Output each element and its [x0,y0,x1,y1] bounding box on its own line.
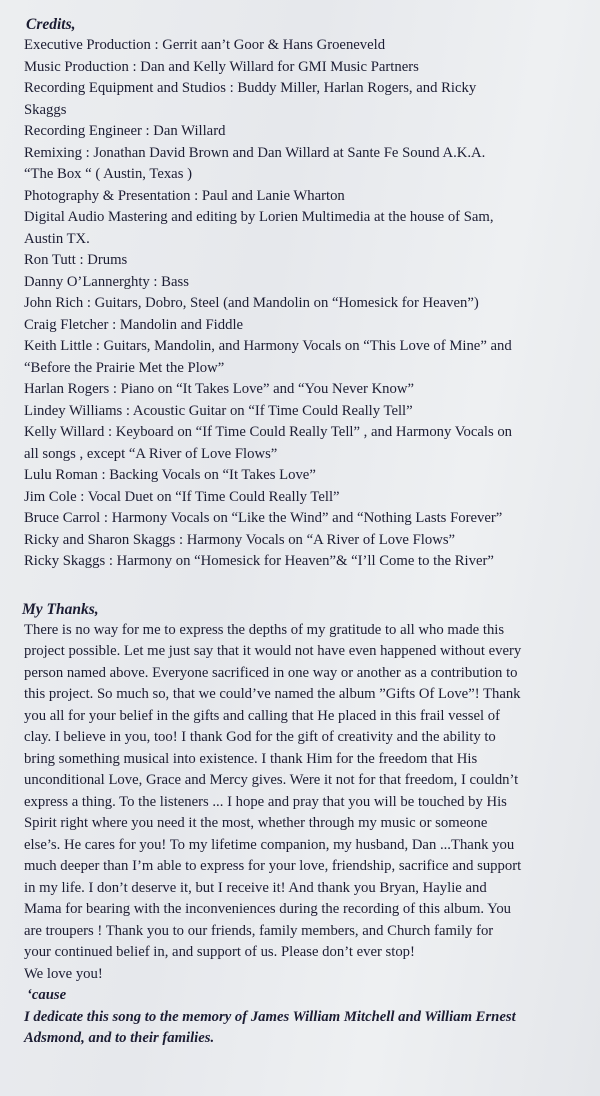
credits-list [24,35,586,573]
credit-line: Austin TX. [24,230,90,247]
dedication-line: I dedicate this song to the memory of James William Mitchell and William Ernest [24,1008,516,1025]
credit-line: Photography & Presentation : Paul and Lanie Wharton [24,187,345,204]
thanks-line: unconditional Love, Grace and Mercy gives. Were it not for that freedom, I couldn’t [24,772,519,788]
credit-line: Danny O’Lannerghty : Bass [24,273,189,290]
thanks-line: express a thing. To the listeners ... I hope and pray that you will be touched by His [24,793,507,810]
credit-line: Kelly Willard : Keyboard on “If Time Could Really Tell” , and Harmony Vocals on [24,424,513,440]
thanks-heading: My Thanks, [22,600,99,618]
credit-line: Jim Cole : Vocal Duet on “If Time Could Really Tell” [24,488,340,505]
thanks-line: bring something musical into existence. I thank Him for the freedom that His [24,750,478,767]
thanks-line: Mama for bearing with the inconveniences during the recording of this album. You [24,901,512,917]
credit-line: Music Production : Dan and Kelly Willard for GMI Music Partners [24,58,419,75]
thanks-line: There is no way for me to express the depths of my gratitude to all who made this [24,621,505,638]
cause-line: ‘cause [27,987,67,1003]
thanks-line: in my life. I don’t deserve it, but I receive it! And thank you Bryan, Haylie and [24,879,487,896]
credit-line: “The Box “ ( Austin, Texas ) [24,166,192,182]
credit-line: Keith Little : Guitars, Mandolin, and Harmony Vocals on “This Love of Mine” and [24,338,512,354]
thanks-line: you all for your belief in the gifts and calling that He placed in this frail vessel of [24,707,500,724]
credit-line: Recording Equipment and Studios : Buddy Miller, Harlan Rogers, and Ricky [24,80,477,96]
credit-line: Remixing : Jonathan David Brown and Dan Willard at Sante Fe Sound A.K.A. [24,144,486,161]
thanks-line: We love you! [24,965,103,982]
credit-line: Digital Audio Mastering and editing by Lorien Multimedia at the house of Sam, [24,209,494,225]
dedication-line: Adsmond, and to their families. [24,1030,215,1046]
thanks-line: your continued belief in, and support of us. Please don’t ever stop! [24,944,415,960]
thanks-line: project possible. Let me just say that it would not have even happened without every [24,643,522,659]
credit-line: Lindey Williams : Acoustic Guitar on “If Time Could Really Tell” [24,402,413,419]
thanks-line: person named above. Everyone sacrificed in one way or another as a contribution to [24,664,518,681]
credit-line: Harlan Rogers : Piano on “It Takes Love” and “You Never Know” [24,381,414,397]
credit-line: Recording Engineer : Dan Willard [24,123,226,139]
credit-line: Skaggs [24,101,67,118]
thanks-line: Spirit right where you need it the most, whether through my music or someone [24,815,488,831]
thanks-line: much deeper than I’m able to express for your love, friendship, sacrifice and support [24,858,522,874]
thanks-line: are troupers ! Thank you to our friends, family members, and Church family for [24,922,494,939]
thanks-line: else’s. He cares for you! To my lifetime companion, my husband, Dan ...Thank you [24,836,515,853]
credit-line: all songs , except “A River of Love Flows” [24,445,278,462]
credits-heading: Credits, [26,16,76,33]
credit-line: Craig Fletcher : Mandolin and Fiddle [24,316,244,333]
thanks-paragraph [24,620,586,1050]
credit-line: Ricky and Sharon Skaggs : Harmony Vocals on “A River of Love Flows” [24,531,456,548]
credit-line: Bruce Carrol : Harmony Vocals on “Like the Wind” and “Nothing Lasts Forever” [24,510,503,526]
section-spacer [24,573,586,599]
thanks-line: clay. I believe in you, too! I thank God for the gift of creativity and the ability to [24,729,496,745]
credit-line: Lulu Roman : Backing Vocals on “It Takes Love” [24,467,316,483]
credit-line: “Before the Prairie Met the Plow” [24,359,225,376]
thanks-line: this project. So much so, that we could’ve named the album ”Gifts Of Love”! Thank [24,686,521,702]
credit-line: Ricky Skaggs : Harmony on “Homesick for Heaven”& “I’ll Come to the River” [24,553,494,569]
credit-line: John Rich : Guitars, Dobro, Steel (and Mandolin on “Homesick for Heaven”) [24,295,479,311]
credit-line: Executive Production : Gerrit aan’t Goor & Hans Groeneveld [24,37,386,53]
credit-line: Ron Tutt : Drums [24,252,128,268]
